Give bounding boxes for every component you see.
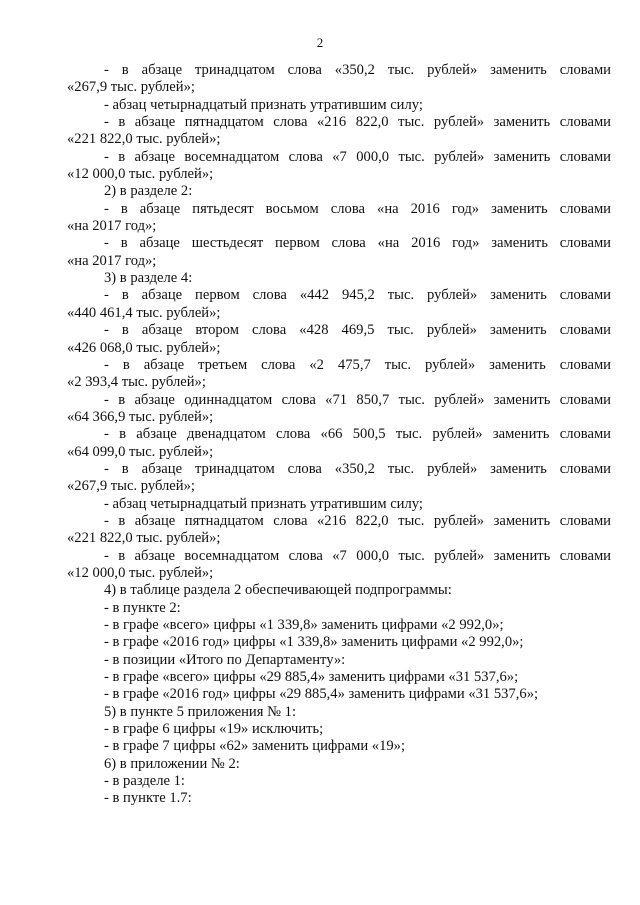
text-line: «221 822,0 тыс. рублей»; (67, 530, 221, 547)
text-line: «221 822,0 тыс. рублей»; (67, 131, 221, 148)
document-body (67, 62, 611, 808)
text-line: - абзац четырнадцатый признать утратившим силу; (104, 96, 423, 113)
text-line: - в абзаце тринадцатом слова «350,2 тыс. рублей» заменить словами (104, 62, 611, 78)
text-line: - в абзаце одиннадцатом слова «71 850,7 тыс. рублей» заменить словами (104, 391, 611, 408)
text-line: 5) в пункте 5 приложения № 1: (104, 703, 297, 720)
text-line: «267,9 тыс. рублей»; (67, 478, 195, 495)
text-line: «64 099,0 тыс. рублей»; (67, 443, 214, 460)
text-line: - в абзаце восемнадцатом слова «7 000,0 тыс. рублей» заменить словами (104, 547, 611, 564)
text-line: «на 2017 год»; (67, 218, 157, 235)
text-line: - в абзаце пятьдесят восьмом слова «на 2016 год» заменить словами (104, 200, 611, 217)
text-line: «267,9 тыс. рублей»; (67, 79, 195, 96)
text-line: - в графе «всего» цифры «29 885,4» заменить цифрами «31 537,6»; (104, 669, 519, 686)
page-number: 2 (316, 35, 324, 50)
text-line: - в абзаце шестьдесят первом слова «на 2016 год» заменить словами (104, 235, 611, 252)
text-line: - в абзаце восемнадцатом слова «7 000,0 тыс. рублей» заменить словами (104, 148, 611, 165)
text-line: - в разделе 1: (104, 773, 185, 790)
text-line: - в позиции «Итого по Департаменту»: (104, 651, 346, 668)
text-line: «426 068,0 тыс. рублей»; (67, 339, 221, 356)
text-line: «12 000,0 тыс. рублей»; (67, 166, 214, 183)
text-line: 2) в разделе 2: (104, 183, 193, 200)
text-line: - абзац четырнадцатый признать утратившим силу; (104, 495, 423, 512)
text-line: 6) в приложении № 2: (104, 755, 240, 772)
text-line: - в абзаце тринадцатом слова «350,2 тыс. рублей» заменить словами (104, 460, 611, 477)
text-line: 4) в таблице раздела 2 обеспечивающей подпрограммы: (104, 582, 452, 599)
text-line: - в графе «2016 год» цифры «1 339,8» заменить цифрами «2 992,0»; (104, 634, 524, 651)
text-line: - в абзаце двенадцатом слова «66 500,5 тыс. рублей» заменить словами (104, 426, 611, 443)
text-line: - в абзаце третьем слова «2 475,7 тыс. рублей» заменить словами (104, 356, 611, 373)
text-line: «12 000,0 тыс. рублей»; (67, 564, 214, 581)
text-line: - в графе 6 цифры «19» исключить; (104, 721, 324, 738)
text-line: «440 461,4 тыс. рублей»; (67, 304, 221, 321)
text-line: «64 366,9 тыс. рублей»; (67, 408, 214, 425)
text-line: - в пункте 2: (104, 599, 181, 616)
text-line: - в абзаце пятнадцатом слова «216 822,0 тыс. рублей» заменить словами (104, 114, 611, 131)
text-line: - в графе 7 цифры «62» заменить цифрами «19»; (104, 738, 406, 755)
text-line: - в абзаце пятнадцатом слова «216 822,0 тыс. рублей» заменить словами (104, 512, 611, 529)
text-line: - в абзаце втором слова «428 469,5 тыс. рублей» заменить словами (104, 322, 611, 339)
text-line: - в абзаце первом слова «442 945,2 тыс. рублей» заменить словами (104, 287, 611, 304)
text-line: - в пункте 1.7: (104, 790, 192, 807)
text-line: - в графе «всего» цифры «1 339,8» заменить цифрами «2 992,0»; (104, 617, 504, 633)
text-line: «2 393,4 тыс. рублей»; (67, 374, 206, 391)
text-line: - в графе «2016 год» цифры «29 885,4» заменить цифрами «31 537,6»; (104, 686, 539, 703)
text-line: «на 2017 год»; (67, 252, 157, 269)
text-line: 3) в разделе 4: (104, 270, 193, 287)
